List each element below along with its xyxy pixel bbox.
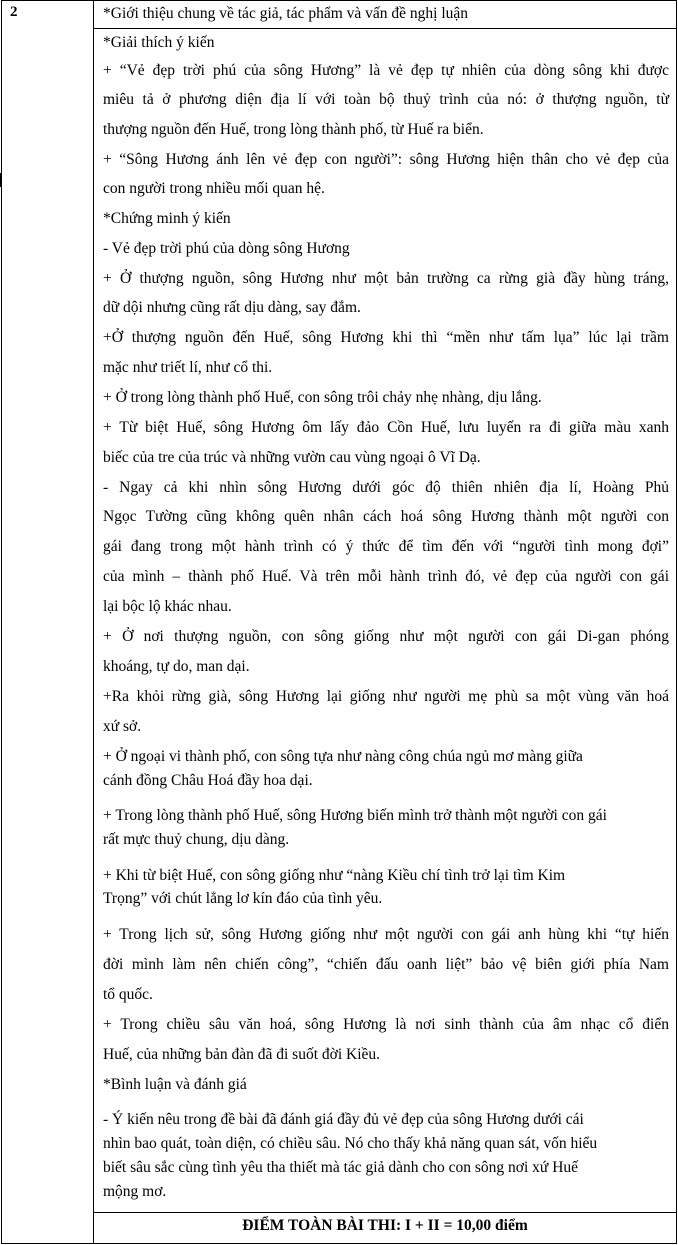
text-line: + Trong lòng thành phố Huế, sông Hương biến mình trở thành một người con gái bbox=[103, 807, 607, 824]
text-line: biếc của tre của trúc và những vườn cau vùng ngoại ô Vĩ Dạ. bbox=[103, 449, 481, 466]
text-line: *Chứng minh ý kiến bbox=[103, 210, 231, 227]
text-line: + “Vẻ đẹp trời phú của sông Hương” là vẻ đẹp tự nhiên của dòng sông khi được bbox=[103, 62, 669, 79]
text-line: dữ dội nhưng cũng rất dịu dàng, say đắm. bbox=[103, 299, 361, 316]
text-line: mặc như triết lí, như cổ thi. bbox=[103, 359, 273, 376]
question-number-cell bbox=[2, 1, 94, 1243]
text-line: con người trong nhiều mối quan hệ. bbox=[103, 180, 325, 197]
text-line: tổ quốc. bbox=[103, 986, 153, 1003]
text-line: gái đang trong một hành trình có ý thức để tìm đến với “người tình mong đợi” bbox=[103, 538, 669, 555]
text-line: - Vẻ đẹp trời phú của dòng sông Hương bbox=[103, 240, 350, 257]
text-line: đời mình làm nên chiến công”, “chiến đấu oanh liệt” bảo vệ biên giới phía Nam bbox=[103, 956, 669, 973]
text-line: lại bộc lộ khác nhau. bbox=[103, 598, 232, 615]
text-line: cánh đồng Châu Hoá đầy hoa dại. bbox=[103, 772, 313, 789]
text-line: rất mực thuỷ chung, dịu dàng. bbox=[103, 831, 290, 848]
text-line: của mình – thành phố Huế. Và trên mỗi hành trình đó, vẻ đẹp của người con gái bbox=[103, 568, 669, 585]
text-line: xứ sở. bbox=[103, 718, 142, 735]
answer-table bbox=[1, 0, 677, 1244]
text-line: Ngọc Tường cũng không quên nhân cách hoá sông Hương thành một người con bbox=[103, 508, 669, 525]
answer-content-column bbox=[94, 1, 676, 1243]
text-line: Huế, của những bản đàn đã đi suốt đời Kiều. bbox=[103, 1046, 381, 1063]
body-row bbox=[94, 29, 676, 1213]
text-line: + Ở trong lòng thành phố Huế, con sông trôi chảy nhẹ nhàng, dịu lắng. bbox=[103, 389, 542, 406]
intro-text: *Giới thiệu chung về tác giả, tác phẩm và vấn đề nghị luận bbox=[103, 5, 469, 22]
total-score-row bbox=[94, 1213, 676, 1244]
text-line: miêu tả ở phương diện địa lí với toàn bộ thuỷ trình của nó: ở thượng nguồn, từ bbox=[103, 91, 669, 108]
text-line: *Bình luận và đánh giá bbox=[103, 1076, 247, 1093]
text-line: + Ở thượng nguồn, sông Hương như một bản trường ca rừng già đầy hùng tráng, bbox=[103, 270, 669, 287]
text-line: + Ở ngoại vi thành phố, con sông tựa như nàng công chúa ngủ mơ màng giữa bbox=[103, 748, 583, 765]
question-number: 2 bbox=[10, 4, 18, 20]
text-line: - Ngay cả khi nhìn sông Hương dưới góc độ thiên nhiên địa lí, Hoàng Phủ bbox=[103, 479, 669, 496]
text-line: khoáng, tự do, man dại. bbox=[103, 658, 250, 675]
total-score-text: ĐIỂM TOÀN BÀI THI: I + II = 10,00 điểm bbox=[242, 1217, 528, 1234]
intro-row bbox=[94, 1, 676, 29]
text-line: - Ý kiến nêu trong đề bài đã đánh giá đầy đủ vẻ đẹp của sông Hương dưới cái bbox=[103, 1111, 584, 1128]
text-line: thượng nguồn đến Huế, trong lòng thành phố, từ Huế ra biển. bbox=[103, 121, 484, 138]
text-line: + Trong lịch sử, sông Hương giống như một người con gái anh hùng khi “tự hiến bbox=[103, 926, 669, 943]
text-line: + Từ biệt Huế, sông Hương ôm lấy đảo Cồn Huế, lưu luyến ra đi giữa màu xanh bbox=[103, 419, 669, 436]
text-line: +Ra khỏi rừng già, sông Hương lại giống như người mẹ phù sa một vùng văn hoá bbox=[103, 688, 669, 705]
text-line: + Trong chiều sâu văn hoá, sông Hương là nơi sinh thành của âm nhạc cổ điển bbox=[103, 1016, 669, 1033]
text-line: + Khi từ biệt Huế, con sông giống như “nàng Kiều chí tình trở lại tìm Kim bbox=[103, 867, 566, 884]
text-line: *Giải thích ý kiến bbox=[103, 34, 215, 51]
text-line: biết sâu sắc cùng tình yêu tha thiết mà tác giả dành cho con sông nơi xứ Huế bbox=[103, 1159, 579, 1176]
text-line: mộng mơ. bbox=[103, 1183, 167, 1200]
text-line: nhìn bao quát, toàn diện, có chiều sâu. Nó cho thấy khả năng quan sát, vốn hiểu bbox=[103, 1135, 598, 1152]
text-line: Trọng” với chút lẳng lơ kín đáo của tình yêu. bbox=[103, 890, 383, 907]
text-line: +Ở thượng nguồn đến Huế, sông Hương khi thì “mền như tấm lụa” lúc lại trầm bbox=[103, 329, 669, 346]
text-line: + Ở nơi thượng nguồn, con sông giống như một người con gái Di-gan phóng bbox=[103, 628, 669, 645]
text-line: + “Sông Hương ánh lên vẻ đẹp con người”: sông Hương hiện thân cho vẻ đẹp của bbox=[103, 151, 669, 168]
